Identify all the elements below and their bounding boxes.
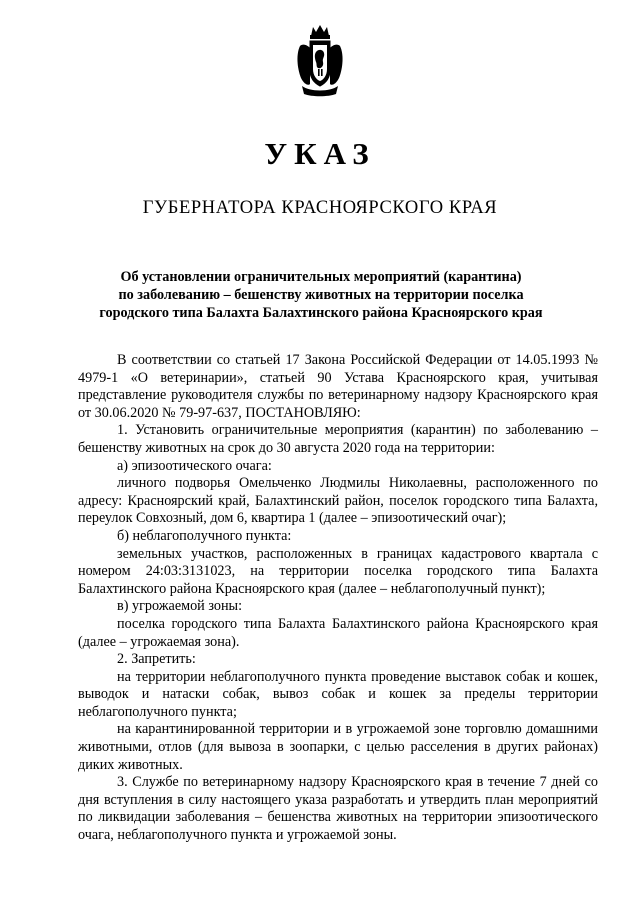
clause-1a-heading: а) эпизоотического очага: [117, 457, 272, 474]
title-line: Об установлении ограничительных мероприятий (карантина) [120, 269, 522, 285]
clause-1b-heading: б) неблагополучного пункта: [117, 527, 292, 544]
preamble-paragraph: В соответствии со статьей 17 Закона Российской Федерации от 14.05.1993 № 4979-1 «О ветеринарии», статьей 90 Устава Красноярского края, учитывая представление руководителя службы по ветеринарному надзору Красноярского края от 30.06.2020 № 79-97-637, ПОСТАНОВЛЯЮ: [78, 352, 598, 421]
clause-1: 1. Установить ограничительные мероприятия (карантин) по заболеванию – бешенству животных на срок до 30 августа 2020 года на территории: [78, 422, 598, 456]
clause-2-heading: 2. Запретить: [117, 651, 196, 668]
clause-1c-heading: в) угрожаемой зоны: [117, 598, 243, 615]
clause-1a-text: личного подворья Омельченко Людмилы Николаевны, расположенного по адресу: Красноярский край, Балахтинский район, поселок городского типа Балахта, переулок Совхозный, дом 6, квартира 1 (далее – эпизоотический очаг); [78, 475, 598, 527]
coat-of-arms-icon [296, 24, 344, 98]
document-body [78, 352, 598, 845]
clause-1c-text: поселка городского типа Балахта Балахтинского района Красноярского края (далее – угрожаемая зона). [78, 615, 598, 650]
title-line: по заболеванию – бешенству животных на территории поселка [118, 287, 524, 303]
clause-2-item: на карантинированной территории и в угрожаемой зоне торговлю домашними животными, отлов (для вывоза в зоопарки, с целью расселения в других районах) диких животных. [78, 721, 598, 773]
title-line: городского типа Балахта Балахтинского района Красноярского края [99, 305, 543, 321]
document-type: УКАЗ [264, 136, 376, 171]
document-issuer: ГУБЕРНАТОРА КРАСНОЯРСКОГО КРАЯ [142, 198, 498, 218]
clause-2-item: на территории неблагополучного пункта проведение выставок собак и кошек, выводок и натаски собак, вывоз собак и кошек за пределы территории неблагополучного пункта; [78, 668, 598, 720]
clause-1b-text: земельных участков, расположенных в границах кадастрового квартала с номером 24:03:3131023, на территории поселка городского типа Балахта Балахтинского района Красноярского края (далее – неблагополучный пункт); [78, 545, 598, 597]
clause-3: 3. Службе по ветеринарному надзору Красноярского края в течение 7 дней со дня вступления в силу настоящего указа разработать и утвердить план мероприятий по ликвидации заболевания – бешенства животных на территории эпизоотического очага, неблагополучного пункта и угрожаемой зоны. [78, 774, 598, 844]
document-title [80, 268, 562, 322]
